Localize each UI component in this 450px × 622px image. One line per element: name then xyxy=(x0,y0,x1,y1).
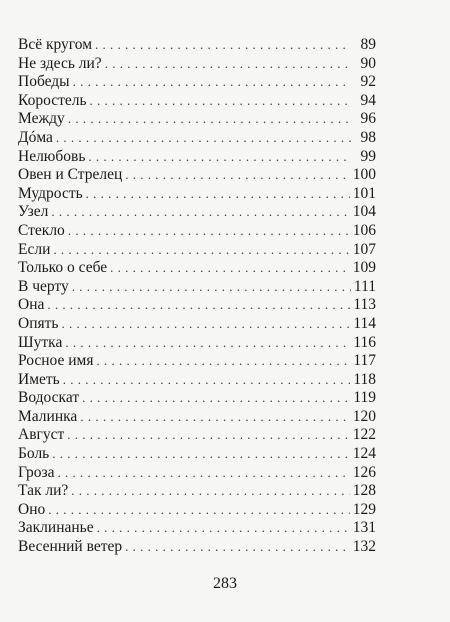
toc-entry-page: 124 xyxy=(352,445,376,463)
dot-leader xyxy=(68,110,351,129)
dot-leader xyxy=(82,389,350,408)
toc-entry-title: Нелюбовь xyxy=(18,147,86,165)
toc-entry xyxy=(18,166,376,185)
dot-leader xyxy=(63,371,351,390)
dot-leader xyxy=(56,129,351,148)
toc-entry-title: Малинка xyxy=(18,407,78,425)
toc-entry-page: 96 xyxy=(360,110,376,128)
toc-entry-title: Август xyxy=(18,426,65,444)
toc-entry xyxy=(18,185,376,204)
toc-entry xyxy=(18,129,376,148)
toc-entry xyxy=(18,259,376,278)
dot-leader xyxy=(68,222,350,241)
toc-entry-page: 90 xyxy=(360,54,376,72)
dot-leader xyxy=(61,315,350,334)
toc-entry-title: Росное имя xyxy=(18,352,94,370)
dot-leader xyxy=(73,73,351,92)
toc-entry xyxy=(18,464,376,483)
dot-leader xyxy=(90,92,351,111)
page-number: 283 xyxy=(213,575,237,592)
dot-leader xyxy=(71,482,349,501)
toc-entry-title: Узел xyxy=(18,203,49,221)
toc-entry-page: 111 xyxy=(353,277,376,295)
toc-entry xyxy=(18,538,376,557)
toc-entry-title: В черту xyxy=(18,277,69,295)
toc-entry-title: Овен и Стрелец xyxy=(18,166,123,184)
toc-entry-page: 104 xyxy=(352,203,376,221)
toc-entry-title: Только о себе xyxy=(18,259,108,277)
toc-entry xyxy=(18,222,376,241)
dot-leader xyxy=(88,148,351,167)
toc-entry-page: 92 xyxy=(360,73,376,91)
dot-leader xyxy=(47,296,350,315)
toc-entry-title: Победы xyxy=(18,73,70,91)
toc-entry-page: 129 xyxy=(352,500,376,518)
dot-leader xyxy=(97,519,350,538)
toc-entry-title: Шутка xyxy=(18,333,63,351)
toc-entry xyxy=(18,445,376,464)
toc-entry-title: Иметь xyxy=(18,370,60,388)
toc-entry-page: 109 xyxy=(352,259,376,277)
toc-entry-page: 101 xyxy=(352,184,376,202)
toc-entry-page: 131 xyxy=(352,519,376,537)
dot-leader xyxy=(53,241,349,260)
toc-entry-title: Всё кругом xyxy=(18,36,93,53)
toc-entry-title: Если xyxy=(18,240,51,258)
toc-entry xyxy=(18,352,376,371)
toc-entry-title: Заклинанье xyxy=(18,519,94,537)
toc-entry xyxy=(18,334,376,353)
toc-entry-title: Водоскат xyxy=(18,389,80,407)
toc-entry xyxy=(18,296,376,315)
toc-entry-title: Весенний ветер xyxy=(18,538,123,556)
toc-entry-page: 106 xyxy=(352,221,376,239)
toc-entry-title: Не здесь ли? xyxy=(18,54,102,72)
toc-entry xyxy=(18,203,376,222)
toc-entry xyxy=(18,389,376,408)
toc-entry-title: Она xyxy=(18,296,45,314)
table-of-contents xyxy=(18,36,376,557)
dot-leader xyxy=(80,408,349,427)
dot-leader xyxy=(58,464,350,483)
toc-entry-page: 98 xyxy=(360,128,376,146)
toc-entry-title: Опять xyxy=(18,314,59,332)
toc-entry-title: Боль xyxy=(18,445,50,463)
toc-entry xyxy=(18,241,376,260)
toc-entry-page: 132 xyxy=(352,538,376,556)
dot-leader xyxy=(86,185,350,204)
toc-entry-page: 128 xyxy=(352,482,376,500)
toc-entry-page: 118 xyxy=(353,370,376,388)
toc-entry xyxy=(18,482,376,501)
dot-leader xyxy=(67,426,349,445)
dot-leader xyxy=(110,259,350,278)
toc-entry xyxy=(18,110,376,129)
toc-entry-page: 107 xyxy=(352,240,376,258)
toc-entry-page: 99 xyxy=(360,147,376,165)
dot-leader xyxy=(125,538,350,557)
toc-entry-title: Дóма xyxy=(18,128,53,146)
toc-entry-title: Гроза xyxy=(18,463,55,481)
toc-entry xyxy=(18,519,376,538)
toc-entry-page: 120 xyxy=(352,407,376,425)
toc-entry-page: 117 xyxy=(353,352,376,370)
toc-entry-title: Коростель xyxy=(18,91,87,109)
toc-entry xyxy=(18,55,376,74)
toc-entry-page: 114 xyxy=(353,314,376,332)
dot-leader xyxy=(52,445,350,464)
dot-leader xyxy=(125,166,349,185)
toc-entry xyxy=(18,36,376,55)
dot-leader xyxy=(72,278,351,297)
toc-entry-title: Между xyxy=(18,110,65,128)
dot-leader xyxy=(48,501,350,520)
toc-entry xyxy=(18,92,376,111)
toc-entry-page: 126 xyxy=(352,463,376,481)
dot-leader xyxy=(96,352,350,371)
toc-entry-page: 113 xyxy=(353,296,376,314)
toc-entry xyxy=(18,426,376,445)
toc-entry xyxy=(18,501,376,520)
toc-entry-page: 94 xyxy=(360,91,376,109)
toc-entry-page: 89 xyxy=(360,36,376,53)
dot-leader xyxy=(105,55,351,74)
toc-entry-page: 116 xyxy=(353,333,376,351)
toc-entry-page: 100 xyxy=(352,166,376,184)
toc-entry-title: Так ли? xyxy=(18,482,69,500)
toc-entry xyxy=(18,73,376,92)
toc-entry xyxy=(18,371,376,390)
toc-entry xyxy=(18,148,376,167)
toc-entry xyxy=(18,408,376,427)
toc-entry-page: 119 xyxy=(353,389,376,407)
toc-entry-title: Мудрость xyxy=(18,184,83,202)
toc-entry-title: Стекло xyxy=(18,221,65,239)
toc-entry xyxy=(18,315,376,334)
toc-entry xyxy=(18,278,376,297)
dot-leader xyxy=(95,36,351,55)
toc-entry-title: Оно xyxy=(18,500,46,518)
toc-entry-page: 122 xyxy=(352,426,376,444)
dot-leader xyxy=(51,203,349,222)
dot-leader xyxy=(65,334,350,353)
